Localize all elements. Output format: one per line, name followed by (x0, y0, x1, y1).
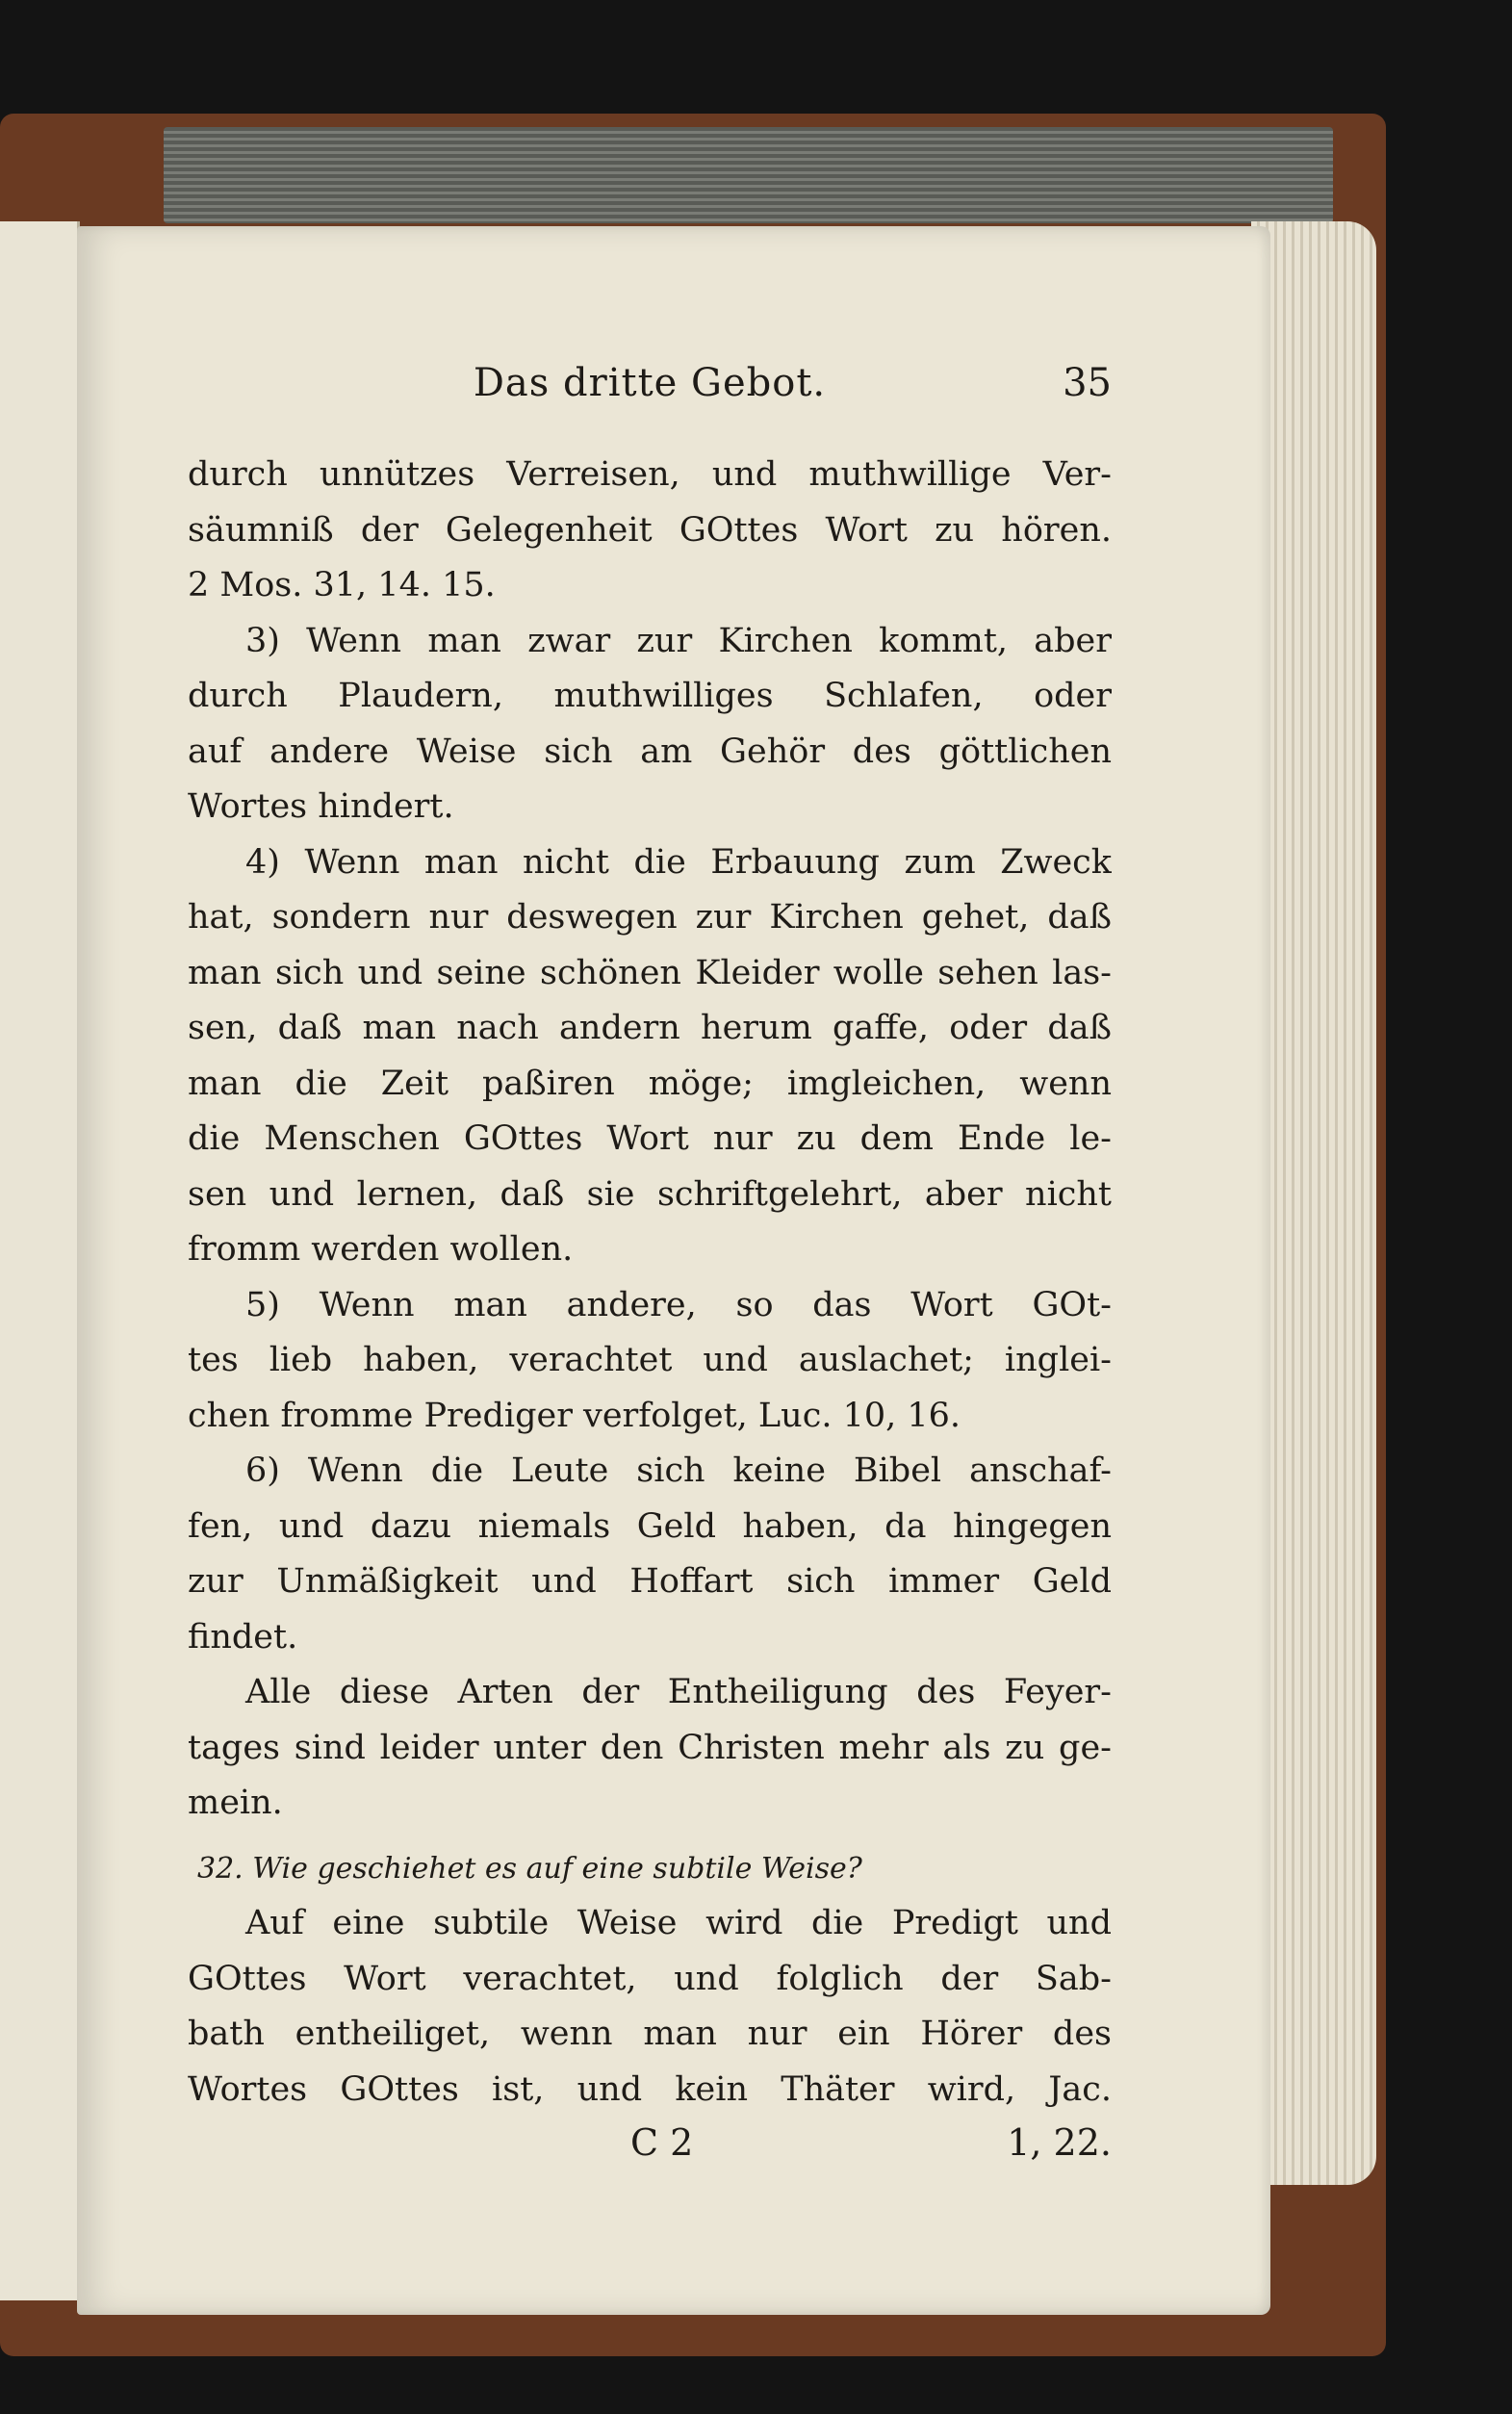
text-line: man sich und seine schönen Kleider wolle sehen las- (188, 953, 1112, 992)
text-line: man die Zeit paßiren möge; imgleichen, wenn (188, 1064, 1112, 1103)
text-line: mein. (188, 1784, 283, 1822)
text-line: findet. (188, 1617, 298, 1656)
text-line: tages sind leider unter den Christen mehr als zu ge- (188, 1728, 1112, 1767)
text-line: 2 Mos. 31, 14. 15. (188, 566, 496, 604)
text-line: Alle diese Arten der Entheiligung des Feyer- (245, 1673, 1112, 1711)
text-line: säumniß der Gelegenheit GOttes Wort zu hören. (188, 510, 1112, 550)
signature-mark: C 2 (630, 2121, 694, 2164)
text-line: durch Plaudern, muthwilliges Schlafen, oder (188, 677, 1112, 715)
text-line: sen, daß man nach andern herum gaffe, oder daß (188, 1009, 1112, 1047)
text-line: Auf eine subtile Weise wird die Predigt und (245, 1904, 1112, 1942)
text-line: durch unnützes Verreisen, und muthwillige Ver- (188, 455, 1112, 494)
left-page-edge (0, 221, 80, 2300)
catchword: 1, 22. (1007, 2121, 1112, 2164)
answer-text (188, 1896, 1112, 2118)
question-heading: 32. Wie geschiehet es auf eine subtile Weise? (197, 1851, 862, 1886)
text-line: zur Unmäßigkeit und Hoffart sich immer Geld (188, 1562, 1112, 1601)
text-line: tes lieb haben, verachtet und auslachet; inglei- (188, 1341, 1112, 1379)
text-block (188, 361, 1112, 2179)
text-line: chen fromme Prediger verfolget, Luc. 10, 16. (188, 1396, 961, 1435)
text-line: auf andere Weise sich am Gehör des göttlichen (188, 732, 1112, 771)
page-block-edge (164, 127, 1333, 223)
text-line: hat, sondern nur deswegen zur Kirchen gehet, daß (188, 898, 1112, 937)
text-line: sen und lernen, daß sie schriftgelehrt, aber nicht (188, 1174, 1112, 1214)
page-number: 35 (1063, 361, 1112, 405)
text-line: Wortes GOttes ist, und kein Thäter wird, Jac. (188, 2069, 1112, 2109)
page-header (188, 361, 1112, 448)
text-line: GOttes Wort verachtet, und folglich der Sab- (188, 1959, 1112, 1998)
page-footer (188, 2121, 1112, 2179)
text-line: 5) Wenn man andere, so das Wort GOt- (245, 1285, 1112, 1324)
text-line: 3) Wenn man zwar zur Kirchen kommt, aber (245, 621, 1112, 660)
book-page (77, 226, 1270, 2315)
text-line: Wortes hindert. (188, 787, 454, 826)
text-line: 4) Wenn man nicht die Erbauung zum Zweck (245, 842, 1112, 882)
text-line: 6) Wenn die Leute sich keine Bibel anschaf- (245, 1451, 1112, 1490)
text-line: fen, und dazu niemals Geld haben, da hingegen (188, 1506, 1112, 1546)
text-line: fromm werden wollen. (188, 1230, 574, 1269)
text-line: die Menschen GOttes Wort nur zu dem Ende le- (188, 1119, 1112, 1158)
body-text (188, 448, 1112, 1832)
running-title: Das dritte Gebot. (473, 361, 827, 405)
text-line: bath entheiliget, wenn man nur ein Hörer des (188, 2015, 1112, 2053)
